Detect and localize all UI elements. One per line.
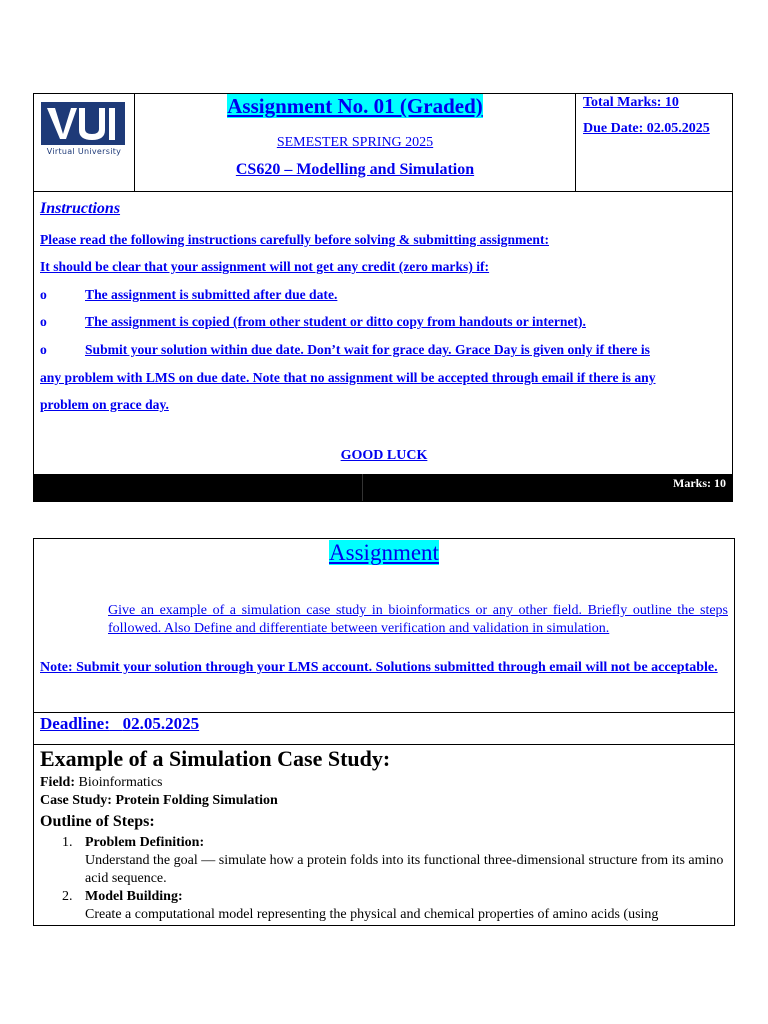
step-text: Create a computational model representing the physical and chemical properties of amino acids (using bbox=[85, 907, 659, 922]
bullet-icon: o bbox=[40, 342, 47, 357]
total-marks: Total Marks: 10 bbox=[583, 95, 679, 110]
vu-logo bbox=[41, 102, 125, 145]
assignment-header-box bbox=[33, 93, 733, 502]
assignment-heading-text: Assignment bbox=[329, 540, 439, 565]
bullet-icon: o bbox=[40, 287, 47, 302]
list-item bbox=[40, 888, 730, 924]
step-title: Problem Definition: bbox=[85, 835, 205, 850]
answer-section bbox=[40, 744, 730, 924]
instruction-line: It should be clear that your assignment will not get any credit (zero marks) if: bbox=[40, 259, 490, 274]
assignment-heading bbox=[34, 540, 734, 566]
assignment-box bbox=[33, 538, 735, 926]
vu-logo-mark bbox=[41, 102, 125, 145]
instructions-heading: Instructions bbox=[40, 200, 121, 217]
step-text: Understand the goal — simulate how a protein folds into its functional three-dimensional structure from its amino acid sequence. bbox=[85, 853, 724, 886]
list-item-continuation: problem on grace day. bbox=[40, 397, 169, 412]
list-item-text: Submit your solution within due date. Don’t wait for grace day. Grace Day is given only if there is bbox=[85, 342, 650, 357]
title-cell bbox=[135, 94, 576, 191]
good-luck-text: GOOD LUCK bbox=[340, 448, 428, 463]
list-item-text: The assignment is submitted after due date. bbox=[85, 287, 338, 302]
semester-label: SEMESTER SPRING 2025 bbox=[276, 135, 434, 150]
assignment-question: Give an example of a simulation case study in bioinformatics or any other field. Briefly outline the steps followed. Also Define and differentiate between verification and validation in simulation. bbox=[108, 603, 728, 636]
assignment-title-text: Assignment No. 01 (Graded) bbox=[227, 94, 483, 118]
list-item bbox=[40, 834, 730, 888]
outline-heading: Outline of Steps: bbox=[40, 813, 155, 830]
deadline-row bbox=[34, 712, 734, 745]
step-number: 2. bbox=[62, 889, 73, 904]
logo-cell bbox=[34, 94, 135, 191]
marks-label: Marks: 10 bbox=[673, 476, 726, 490]
header-table bbox=[34, 94, 732, 192]
step-title: Model Building: bbox=[85, 889, 183, 904]
course-title: CS620 – Modelling and Simulation bbox=[235, 161, 475, 178]
field-label: Field: bbox=[40, 775, 75, 790]
deadline-value: 02.05.2025 bbox=[122, 714, 200, 733]
step-number: 1. bbox=[62, 835, 73, 850]
marks-bar bbox=[34, 474, 732, 501]
answer-heading: Example of a Simulation Case Study: bbox=[40, 746, 391, 771]
list-item-text: The assignment is copied (from other student or ditto copy from handouts or internet). bbox=[85, 314, 586, 329]
field-value: Bioinformatics bbox=[78, 775, 163, 790]
list-item-continuation: any problem with LMS on due date. Note that no assignment will be accepted through email if there is any bbox=[40, 370, 656, 385]
assignment-title bbox=[135, 94, 575, 119]
marks-cell bbox=[576, 94, 732, 191]
field-line bbox=[40, 774, 730, 792]
due-date: Due Date: 02.05.2025 bbox=[583, 121, 710, 136]
bullet-icon: o bbox=[40, 314, 47, 329]
university-name: Virtual University bbox=[46, 147, 122, 156]
deadline bbox=[40, 714, 199, 734]
case-study-line: Case Study: Protein Folding Simulation bbox=[40, 793, 278, 808]
submission-note: Note: Submit your solution through your LMS account. Solutions submitted through email will not be acceptable. bbox=[40, 660, 718, 675]
instruction-line: Please read the following instructions carefully before solving & submitting assignment: bbox=[40, 232, 550, 247]
deadline-label: Deadline: bbox=[40, 714, 110, 733]
bar-divider bbox=[362, 474, 363, 501]
